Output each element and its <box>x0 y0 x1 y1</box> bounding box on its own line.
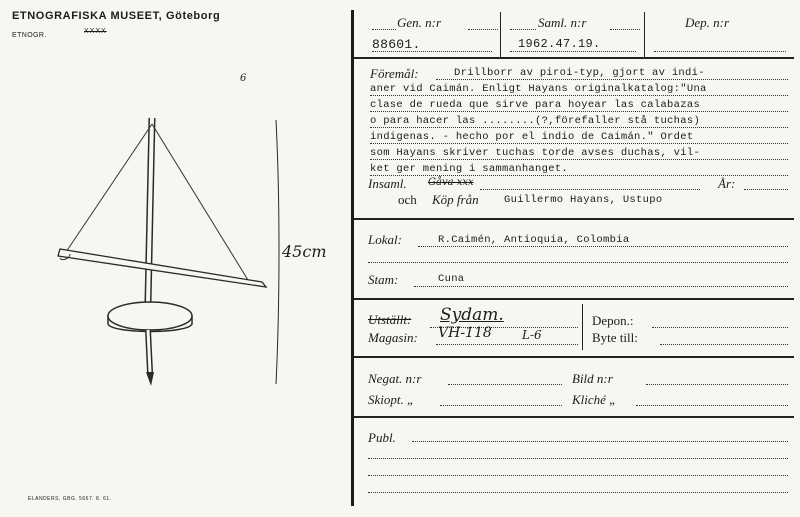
depon-rule <box>652 327 788 328</box>
saml-nr-tail <box>610 29 640 30</box>
foremal-rule-4 <box>370 127 788 128</box>
depon-label: Depon.: <box>592 313 634 328</box>
publ-label: Publ. <box>368 430 396 445</box>
foremal-line-4: o para hacer las ........(?,förefaller stå tuchas) <box>370 115 701 127</box>
gen-nr-value: 88601. <box>372 37 421 52</box>
drill-bit <box>146 372 154 386</box>
kliche-rule <box>636 405 788 406</box>
kop-value: Guillermo Hayans, Ustupo <box>504 194 663 206</box>
depon-divider <box>582 304 583 350</box>
gen-nr-label: Gen. n:r <box>397 15 442 30</box>
foremal-line-7: ket ger mening i sammanhanget. <box>370 163 569 175</box>
lokal-value: R.Caimén, Antioquia, Colombia <box>438 234 630 246</box>
negat-rule <box>448 384 562 385</box>
etnogr-label: ETNOGR. <box>12 32 47 39</box>
drill-string-right <box>152 124 248 280</box>
stam-label: Stam: <box>368 272 399 287</box>
negat-label: Negat. n:r <box>368 371 422 386</box>
mid-separator-3 <box>354 356 794 358</box>
foremal-line-6: som Hayans skriver tuchas torde avses duchas, vil- <box>370 147 701 159</box>
drill-crossbar <box>58 249 266 287</box>
foremal-line-3: clase de rueda que sirve para hoyear las calabazas <box>370 99 701 111</box>
foremal-line-2: aner vid Caimán. Enligt Hayans originalkatalog:"Una <box>370 83 707 95</box>
struck-mark: XXXX <box>84 28 107 35</box>
museum-title: ETNOGRAFISKA MUSEET, Göteborg <box>12 10 221 22</box>
foremal-line-5: indigenas. - hecho por el indio de Caimán." Ordet <box>370 131 694 143</box>
magasin-shelf: L-6 <box>522 328 542 342</box>
saml-nr-label: Saml. n:r <box>538 15 587 30</box>
utstallt-label: Utställt: <box>368 312 412 327</box>
saml-nr-value: 1962.47.19. <box>518 37 601 51</box>
bild-label: Bild n:r <box>572 371 613 386</box>
col-divider-1 <box>500 12 501 57</box>
stam-value: Cuna <box>438 273 465 285</box>
ar-rule <box>744 189 788 190</box>
ar-label: År: <box>718 176 736 191</box>
printer-imprint: ELANDERS, GBG. 5667. 8. 61. <box>28 496 112 502</box>
byte-rule <box>660 344 788 345</box>
card-divider <box>351 10 354 506</box>
dep-nr-line <box>654 51 786 52</box>
mid-separator-1 <box>354 218 794 220</box>
foremal-rule-5 <box>370 143 788 144</box>
lokal-rule-1 <box>418 246 788 247</box>
utstallt-value: Sydam. <box>440 305 504 325</box>
gen-nr-line <box>372 51 492 52</box>
insaml-struck: Gåva xxx <box>428 177 474 188</box>
foremal-label: Föremål: <box>370 66 419 81</box>
mid-separator-4 <box>354 416 794 418</box>
gen-nr-lead <box>372 29 396 30</box>
lokal-rule-2 <box>368 262 788 263</box>
height-annotation: 45cm <box>282 242 327 261</box>
lokal-label: Lokal: <box>368 232 402 247</box>
foremal-rule-2 <box>370 95 788 96</box>
kop-prefix: och <box>398 192 417 207</box>
drill-flywheel <box>108 302 192 330</box>
foremal-rule-3 <box>370 111 788 112</box>
col-divider-2 <box>644 12 645 57</box>
height-bracket <box>276 120 279 384</box>
saml-nr-line <box>510 51 636 52</box>
byte-label: Byte till: <box>592 330 638 345</box>
bild-rule <box>646 384 788 385</box>
publ-rule-1 <box>412 441 788 442</box>
saml-nr-lead <box>510 29 536 30</box>
gen-nr-tail <box>468 29 498 30</box>
insaml-rule <box>480 189 700 190</box>
dep-nr-label: Dep. n:r <box>685 15 730 30</box>
magasin-label: Magasin: <box>368 330 418 345</box>
publ-rule-4 <box>368 492 788 493</box>
foremal-rule-1 <box>436 79 788 80</box>
foremal-line-1: Drillborr av piroi-typ, gjort av indi- <box>454 67 705 79</box>
drill-string-left <box>66 124 152 252</box>
magasin-value: VH-118 <box>438 325 492 341</box>
foremal-rule-6 <box>370 159 788 160</box>
mid-separator-2 <box>354 298 794 300</box>
kop-label: Köp från <box>432 192 479 207</box>
kliche-label: Kliché „ <box>572 392 617 407</box>
publ-rule-3 <box>368 475 788 476</box>
top-row-separator <box>354 57 794 59</box>
publ-rule-2 <box>368 458 788 459</box>
insaml-label: Insaml. <box>368 176 407 191</box>
skiopt-rule <box>440 405 562 406</box>
small-mark: 6 <box>240 73 247 84</box>
stam-rule <box>414 286 788 287</box>
magasin-rule <box>436 344 578 345</box>
skiopt-label: Skiopt. „ <box>368 392 415 407</box>
